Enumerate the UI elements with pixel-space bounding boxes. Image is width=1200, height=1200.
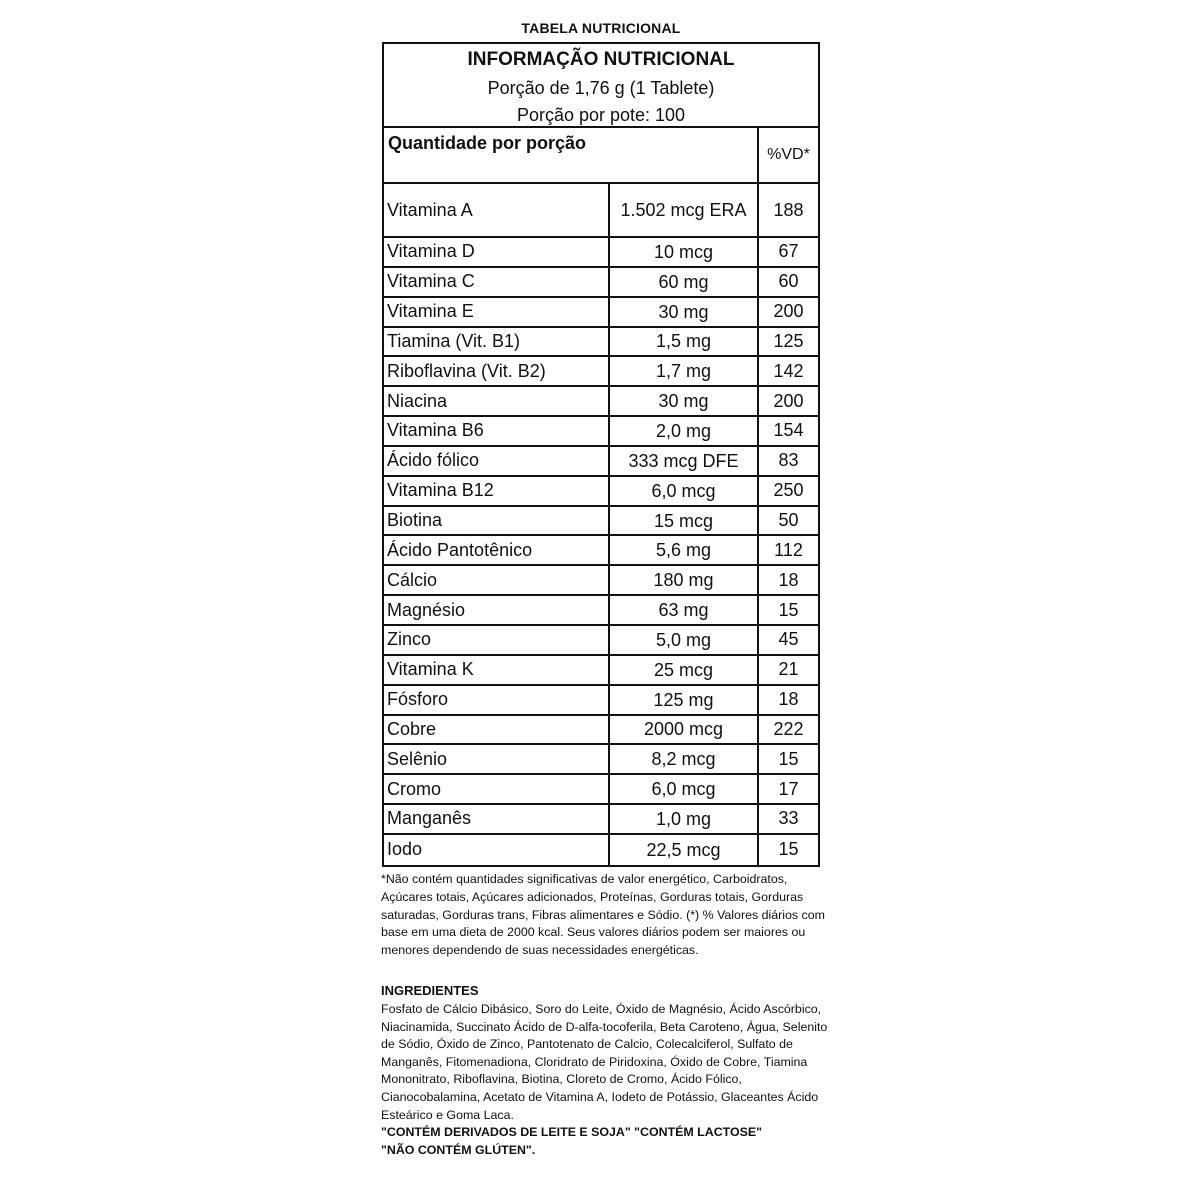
nutrient-vd: 17 <box>778 778 799 799</box>
nutrient-vd: 50 <box>778 510 799 531</box>
table-row <box>384 417 818 447</box>
nutrient-name: Cálcio <box>384 566 610 594</box>
nutrient-name: Fósforo <box>384 686 610 714</box>
table-row <box>384 805 818 835</box>
table-row <box>384 566 818 596</box>
nutrient-name: Vitamina B6 <box>384 417 610 445</box>
nutrient-name: Riboflavina (Vit. B2) <box>384 357 610 385</box>
table-header <box>384 44 818 128</box>
nutrient-name: Selênio <box>384 745 610 773</box>
nutrient-vd: 200 <box>773 390 804 411</box>
ingredients-text: Fosfato de Cálcio Dibásico, Soro do Leite, Óxido de Magnésio, Ácido Ascórbico, Niacinamida, Succinato Ácido de D-alfa-tocoferila, Beta Caroteno, Água, Selenito de Sódio, Óxido de Zinco, Pantotenato de Calcio, Colecalciferol, Sulfato de Manganês, Fitomenadiona, Cloridrato de Piridoxina, Óxido de Cobre, Tiamina Mononitrato, Riboflavina, Biotina, Cloreto de Cromo, Ácido Fólico, Cianocobalamina, Acetato de Vitamina A, Iodeto de Potássio, Glaceantes Ácido Esteárico e Goma Laca. <box>381 1002 828 1122</box>
nutrient-vd: 142 <box>773 360 804 381</box>
column-header-row <box>384 128 818 184</box>
servings-per-container: Porção por pote: 100 <box>516 105 686 125</box>
nutrient-amount: 22,5 mcg <box>610 835 759 865</box>
nutrient-vd: 21 <box>778 659 799 680</box>
page-title: TABELA NUTRICIONAL <box>521 20 681 36</box>
nutrient-amount: 60 mg <box>610 268 759 296</box>
footnote: *Não contém quantidades significativas de valor energético, Carboidratos, Açúcares totais, Açúcares adicionados, Proteínas, Gorduras totais, Gorduras saturadas, Gorduras trans, Fibras alimentares e Sódio. (*) % Valores diários com base em uma dieta de 2000 kcal. Seus valores diários podem ser maiores ou menores dependendo de suas necessidades energéticas. <box>381 872 825 958</box>
nutrient-amount: 15 mcg <box>610 507 759 535</box>
gluten-warning: "NÃO CONTÉM GLÚTEN". <box>381 1142 536 1157</box>
table-row <box>384 656 818 686</box>
nutrient-vd: 15 <box>778 748 799 769</box>
nutrient-name: Vitamina E <box>384 298 610 326</box>
nutrient-vd: 18 <box>778 689 799 710</box>
nutrient-vd: 222 <box>773 718 804 739</box>
nutrient-rows <box>384 184 818 865</box>
table-row <box>384 507 818 537</box>
nutrient-name: Ácido fólico <box>384 447 610 475</box>
nutrient-vd: 45 <box>778 629 799 650</box>
table-row <box>384 357 818 387</box>
table-row <box>384 238 818 268</box>
table-row <box>384 328 818 358</box>
nutrient-vd: 112 <box>774 539 803 560</box>
nutrient-name: Vitamina A <box>384 184 610 236</box>
table-row <box>384 596 818 626</box>
table-row <box>384 686 818 716</box>
table-row <box>384 716 818 746</box>
quantity-column-header: Quantidade por porção <box>384 128 759 182</box>
nutrient-vd: 250 <box>773 480 804 501</box>
table-row <box>384 184 818 238</box>
nutrient-amount: 6,0 mcg <box>610 775 759 803</box>
nutrient-amount: 5,0 mg <box>610 626 759 654</box>
table-row <box>384 477 818 507</box>
nutrient-vd: 33 <box>778 808 799 829</box>
nutrient-amount: 6,0 mcg <box>610 477 759 505</box>
nutrient-name: Vitamina C <box>384 268 610 296</box>
nutrient-vd: 83 <box>778 450 799 471</box>
nutrient-vd: 18 <box>778 569 799 590</box>
table-row <box>384 387 818 417</box>
nutrient-name: Manganês <box>384 805 610 833</box>
nutrient-name: Cromo <box>384 775 610 803</box>
nutrient-name: Magnésio <box>384 596 610 624</box>
nutrient-amount: 30 mg <box>610 387 759 415</box>
nutrient-vd: 125 <box>773 330 804 351</box>
nutrient-name: Ácido Pantotênico <box>384 536 610 564</box>
nutrient-name: Tiamina (Vit. B1) <box>384 328 610 356</box>
vd-column-header: %VD* <box>767 146 810 163</box>
nutrient-amount: 25 mcg <box>610 656 759 684</box>
table-row <box>384 268 818 298</box>
nutrient-amount: 2,0 mg <box>610 417 759 445</box>
nutrient-amount: 5,6 mg <box>610 536 759 564</box>
table-row <box>384 745 818 775</box>
nutrient-name: Niacina <box>384 387 610 415</box>
nutrient-amount: 10 mcg <box>610 238 759 266</box>
table-row <box>384 536 818 566</box>
nutrient-amount: 180 mg <box>610 566 759 594</box>
nutrient-vd: 188 <box>773 199 804 220</box>
ingredients-block <box>381 1001 829 1159</box>
nutrient-name: Vitamina B12 <box>384 477 610 505</box>
nutrient-amount: 63 mg <box>610 596 759 624</box>
nutrient-amount: 1,7 mg <box>610 357 759 385</box>
serving-size: Porção de 1,76 g (1 Tablete) <box>487 78 715 98</box>
nutrient-vd: 67 <box>778 241 799 262</box>
nutrient-amount: 333 mcg DFE <box>610 447 759 475</box>
nutrient-name: Zinco <box>384 626 610 654</box>
table-title: INFORMAÇÃO NUTRICIONAL <box>467 49 735 70</box>
nutrient-vd: 60 <box>778 271 799 292</box>
nutrient-name: Vitamina K <box>384 656 610 684</box>
nutrient-name: Cobre <box>384 716 610 744</box>
nutrient-amount: 1,0 mg <box>610 805 759 833</box>
nutrient-amount: 1,5 mg <box>610 328 759 356</box>
nutrient-vd: 200 <box>773 301 804 322</box>
nutrient-name: Iodo <box>384 835 610 865</box>
nutrient-amount: 30 mg <box>610 298 759 326</box>
ingredients-title: INGREDIENTES <box>381 983 479 998</box>
nutrient-name: Biotina <box>384 507 610 535</box>
nutrient-vd: 154 <box>773 420 804 441</box>
nutrient-amount: 1.502 mcg ERA <box>610 184 759 236</box>
nutrient-vd: 15 <box>778 839 799 860</box>
nutrient-vd: 15 <box>778 599 799 620</box>
table-row <box>384 626 818 656</box>
table-row <box>384 835 818 865</box>
table-row <box>384 775 818 805</box>
nutrient-name: Vitamina D <box>384 238 610 266</box>
nutrient-amount: 2000 mcg <box>610 716 759 744</box>
table-row <box>384 298 818 328</box>
nutrient-amount: 8,2 mcg <box>610 745 759 773</box>
allergen-warning: "CONTÉM DERIVADOS DE LEITE E SOJA" "CONTÉM LACTOSE" <box>381 1125 763 1140</box>
nutrient-amount: 125 mg <box>610 686 759 714</box>
nutrition-table <box>382 42 820 867</box>
table-row <box>384 447 818 477</box>
